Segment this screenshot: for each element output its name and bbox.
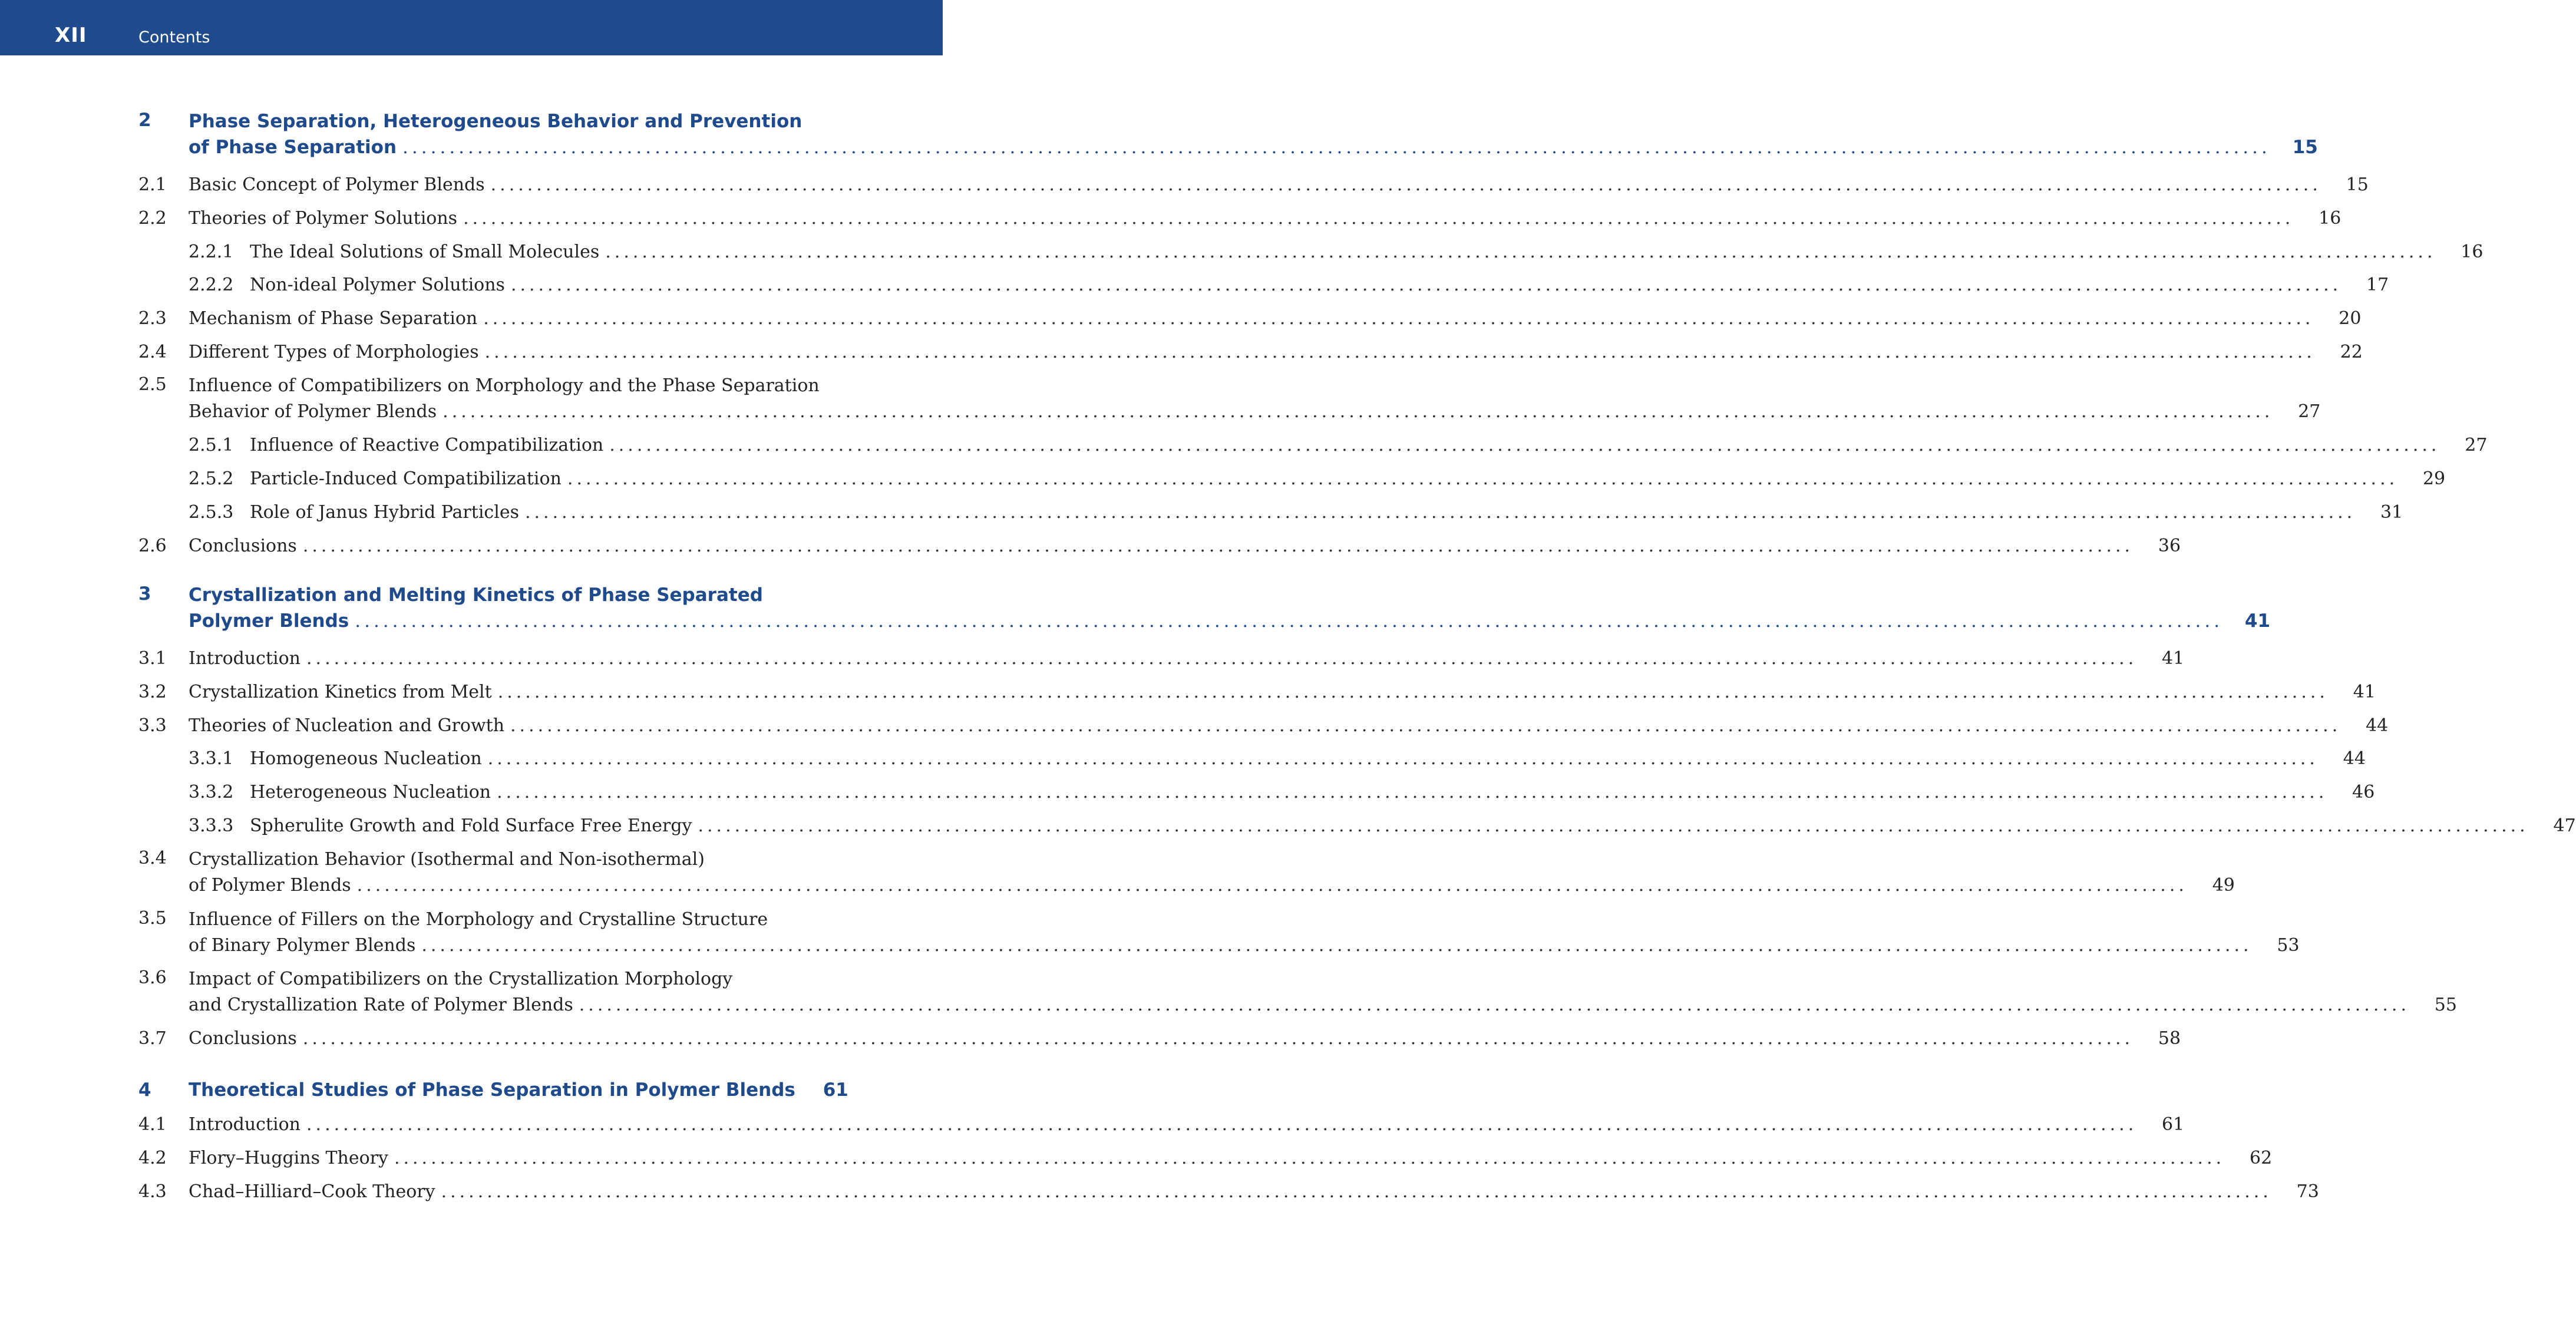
leader-dots: ........................................................................................................................................................................................................ (510, 715, 2341, 736)
section-number: 2.5 (138, 374, 167, 395)
running-title: Contents (138, 28, 210, 47)
page-ref: 15 (2346, 174, 2369, 195)
section-number: 3.3.1 (189, 748, 234, 769)
section-title-line1: Impact of Compatibilizers on the Crystallization Morphology (189, 969, 733, 989)
section-number: 4.3 (138, 1181, 167, 1202)
leader-dots: ........................................................................................................................................................................................................ (463, 208, 2294, 229)
toc-entry-2-5-1[interactable] (138, 432, 2488, 459)
page-ref: 44 (2366, 715, 2389, 736)
leader-dots: ........................................................................................................................................................................................................ (302, 536, 2134, 556)
page-ref: 16 (2319, 208, 2341, 229)
section-title-line1: Influence of Compatibilizers on Morphology and the Phase Separation (189, 375, 820, 396)
toc-entry-2-2-2[interactable] (138, 272, 2389, 299)
section-title: Different Types of Morphologies (189, 342, 479, 362)
section-title: Conclusions (189, 536, 297, 556)
leader-dots: ........................................................................................................................................................................................................ (484, 342, 2316, 362)
section-number: 3.5 (138, 908, 167, 929)
page-ref: 47 (2553, 815, 2576, 836)
chapter-number: 2 (138, 110, 151, 131)
section-title: Crystallization Kinetics from Melt (189, 682, 492, 702)
toc-entry-3-3-2[interactable] (138, 779, 2375, 806)
page-ref: 73 (2296, 1181, 2319, 1202)
section-title: Mechanism of Phase Separation (189, 308, 478, 329)
page-ref: 46 (2352, 782, 2375, 802)
page-ref: 44 (2343, 748, 2366, 769)
section-number: 4.1 (138, 1114, 167, 1135)
leader-dots: ........................................................................................................................................................................................................ (306, 1114, 2138, 1135)
leader-dots: ........................................................................................................................................................................................................ (355, 610, 2224, 632)
section-number: 3.3.3 (189, 815, 234, 836)
leader-dots: ........................................................................................................................................................................................................ (497, 682, 2329, 702)
toc-entry-3-5[interactable] (138, 905, 2300, 959)
section-number: 2.5.3 (189, 502, 234, 523)
section-title: Introduction (189, 648, 300, 669)
toc-entry-4-1[interactable] (138, 1111, 2185, 1138)
section-title: Role of Janus Hybrid Particles (250, 502, 519, 523)
section-title: Theories of Nucleation and Growth (189, 715, 505, 736)
page-ref: 58 (2158, 1028, 2181, 1049)
toc-entry-3-1[interactable] (138, 645, 2185, 672)
chapter-title: Theoretical Studies of Phase Separation in Polymer Blends 61 (189, 1079, 848, 1101)
toc-entry-2-4[interactable] (138, 339, 2363, 366)
chapter-number: 4 (138, 1079, 151, 1101)
toc-entry-4-3[interactable] (138, 1178, 2319, 1206)
section-title: Non-ideal Polymer Solutions (250, 275, 505, 295)
section-number: 3.2 (138, 682, 167, 702)
section-title: Basic Concept of Polymer Blends (189, 174, 485, 195)
section-number: 2.5.1 (189, 435, 234, 455)
page-ref: 20 (2339, 308, 2362, 329)
leader-dots: ........................................................................................................................................................................................................ (524, 502, 2356, 523)
page-ref: 53 (2277, 935, 2300, 956)
leader-dots: ........................................................................................................................................................................................................ (442, 401, 2274, 422)
page-ref: 17 (2366, 275, 2389, 295)
section-title: Heterogeneous Nucleation (250, 782, 491, 802)
toc-entry-3-6[interactable] (138, 965, 2457, 1019)
page-ref: 55 (2434, 995, 2457, 1015)
section-number: 2.2.1 (189, 242, 234, 262)
section-number: 2.1 (138, 174, 167, 195)
leader-dots: ........................................................................................................................................................................................................ (497, 782, 2328, 802)
toc-chapter-3[interactable] (138, 581, 2271, 635)
toc-chapter-2[interactable] (138, 107, 2318, 161)
page-header (0, 0, 943, 55)
page-ref: 27 (2465, 435, 2488, 455)
leader-dots: ........................................................................................................................................................................................................ (487, 748, 2319, 769)
leader-dots: ........................................................................................................................................................................................................ (302, 1028, 2134, 1049)
leader-dots: ........................................................................................................................................................................................................ (421, 935, 2253, 956)
toc-entry-2-5-3[interactable] (138, 499, 2403, 526)
toc-entry-2-2-1[interactable] (138, 239, 2483, 266)
section-title-line1: Influence of Fillers on the Morphology and Crystalline Structure (189, 909, 768, 930)
section-number: 3.7 (138, 1028, 167, 1049)
page-ref: 41 (2162, 648, 2185, 669)
section-number: 3.3.2 (189, 782, 234, 802)
section-number: 3.4 (138, 848, 167, 868)
toc-entry-3-3[interactable] (138, 712, 2389, 739)
section-title: Spherulite Growth and Fold Surface Free Energy (250, 815, 692, 836)
toc-entry-4-2[interactable] (138, 1145, 2273, 1172)
toc-entry-2-1[interactable] (138, 171, 2369, 199)
section-number: 3.3 (138, 715, 167, 736)
leader-dots: ........................................................................................................................................................................................................ (605, 242, 2436, 262)
page-ref: 29 (2422, 468, 2446, 489)
chapter-title-line1: Crystallization and Melting Kinetics of Phase Separated (189, 584, 763, 606)
page-ref: 49 (2212, 875, 2235, 896)
page-number: XII (55, 24, 87, 47)
leader-dots: ........................................................................................................................................................................................................ (402, 137, 2271, 158)
toc-chapter-4[interactable] (138, 1077, 848, 1104)
toc-entry-3-3-1[interactable] (138, 745, 2366, 772)
toc-entry-2-5[interactable] (138, 371, 2321, 425)
toc-entry-2-3[interactable] (138, 305, 2362, 332)
section-title-line2: and Crystallization Rate of Polymer Blends (189, 995, 573, 1015)
page-ref: 22 (2340, 342, 2363, 362)
leader-dots: ........................................................................................................................................................................................................ (579, 995, 2410, 1015)
section-number: 2.2 (138, 208, 167, 229)
leader-dots: ........................................................................................................................................................................................................ (567, 468, 2399, 489)
toc-entry-2-6[interactable] (138, 533, 2181, 560)
leader-dots: ........................................................................................................................................................................................................ (394, 1148, 2225, 1168)
leader-dots: ........................................................................................................................................................................................................ (441, 1181, 2272, 1202)
section-title: Introduction (189, 1114, 300, 1135)
section-number: 4.2 (138, 1148, 167, 1168)
section-title: Influence of Reactive Compatibilization (250, 435, 604, 455)
section-title: Homogeneous Nucleation (250, 748, 482, 769)
leader-dots: ........................................................................................................................................................................................................ (483, 308, 2314, 329)
toc-entry-2-5-2[interactable] (138, 465, 2446, 493)
page-ref: 61 (2162, 1114, 2185, 1135)
section-title: Conclusions (189, 1028, 297, 1049)
toc-entry-3-7[interactable] (138, 1025, 2181, 1052)
section-title: The Ideal Solutions of Small Molecules (250, 242, 600, 262)
section-number: 2.5.2 (189, 468, 234, 489)
page-ref: 36 (2158, 536, 2181, 556)
leader-dots: ........................................................................................................................................................................................................ (698, 815, 2529, 836)
toc-entry-3-4[interactable] (138, 845, 2235, 899)
section-number: 2.6 (138, 536, 167, 556)
chapter-title-line2: Polymer Blends ........................................................................................................................................................................................................ 41 (189, 610, 2271, 632)
leader-dots: ........................................................................................................................................................................................................ (356, 875, 2188, 896)
page-ref: 61 (823, 1079, 848, 1101)
section-title: Theories of Polymer Solutions (189, 208, 458, 229)
page-ref: 31 (2380, 502, 2403, 523)
page-ref: 15 (2292, 137, 2318, 158)
section-number: 2.2.2 (189, 275, 234, 295)
section-title-line2: Behavior of Polymer Blends (189, 401, 437, 422)
chapter-title-line2: of Phase Separation ........................................................................................................................................................................................................ 15 (189, 137, 2318, 158)
section-number: 3.1 (138, 648, 167, 669)
section-number: 2.4 (138, 342, 167, 362)
page-ref: 16 (2461, 242, 2483, 262)
leader-dots: ........................................................................................................................................................................................................ (609, 435, 2440, 455)
leader-dots: ........................................................................................................................................................................................................ (306, 648, 2138, 669)
section-title: Chad–Hilliard–Cook Theory (189, 1181, 435, 1202)
chapter-title-line1: Phase Separation, Heterogeneous Behavior and Prevention (189, 111, 802, 132)
page-ref: 41 (2244, 610, 2271, 632)
section-title-line2: of Binary Polymer Blends (189, 935, 416, 956)
toc-entry-3-3-3[interactable] (138, 813, 2576, 840)
section-title-line2: of Polymer Blends (189, 875, 351, 896)
leader-dots: ........................................................................................................................................................................................................ (510, 275, 2342, 295)
leader-dots: ........................................................................................................................................................................................................ (490, 174, 2321, 195)
page-ref: 41 (2353, 682, 2376, 702)
toc-entry-2-2[interactable] (138, 205, 2341, 232)
chapter-number: 3 (138, 583, 151, 605)
section-number: 3.6 (138, 967, 167, 988)
section-title: Flory–Huggins Theory (189, 1148, 388, 1168)
page-ref: 27 (2298, 401, 2321, 422)
section-title-line1: Crystallization Behavior (Isothermal and Non-isothermal) (189, 849, 705, 870)
toc-entry-3-2[interactable] (138, 679, 2376, 706)
page-ref: 62 (2249, 1148, 2273, 1168)
section-title: Particle-Induced Compatibilization (250, 468, 562, 489)
section-number: 2.3 (138, 308, 167, 329)
